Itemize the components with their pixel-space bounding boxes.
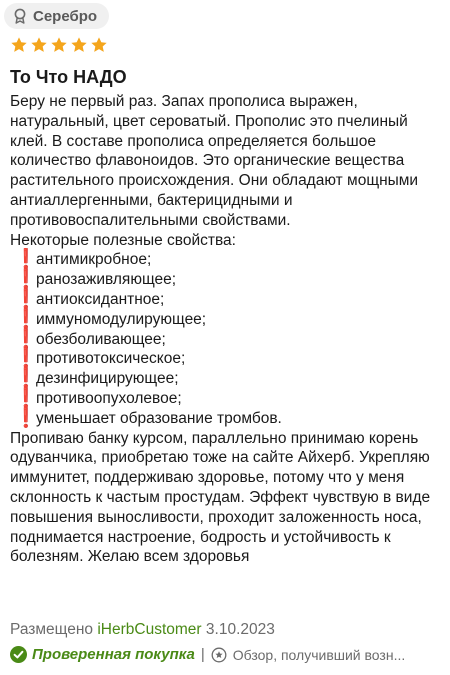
- property-text: противотоксическое;: [36, 350, 186, 368]
- review-intro: Беру не первый раз. Запах прополиса выражен, натуральный, цвет сероватый. Прополис это пчелиный клей. В составе прополиса определяется большое количество флавоноидов. Это органические вещества растительного происхождения. Они обладают мощными антиаллергенными, бактерицидными и противовоспалительными свойствами.: [10, 93, 419, 229]
- property-item: [10, 389, 446, 409]
- exclamation-icon: ❗: [14, 308, 38, 330]
- property-text: иммуномодулирующее;: [36, 310, 207, 328]
- property-text: дезинфицирующее;: [36, 370, 179, 388]
- exclamation-icon: ❗: [14, 348, 38, 370]
- property-item: [10, 369, 446, 389]
- property-text: обезболивающее;: [36, 330, 166, 348]
- properties-list: [10, 250, 446, 428]
- star-icon: [50, 36, 68, 54]
- member-tier-label: Серебро: [33, 7, 98, 25]
- star-rating: [10, 36, 108, 54]
- exclamation-icon: ❗: [14, 368, 38, 390]
- exclamation-icon: ❗: [14, 328, 38, 350]
- check-circle-icon: [10, 646, 27, 663]
- review-outro: Пропиваю банку курсом, параллельно принимаю корень одуванчика, приобретаю тоже на сайте Айхерб. Укрепляю иммунитет, поддерживаю здоровье, потому что у меня склонность к частым простудам. Эффект чувствую в виде повышения выносливости, проходит заложенность носа, поднимается настроение, бодрость и устойчивость к болезням. Желаю всем здоровья: [10, 429, 431, 566]
- footer-separator: |: [200, 646, 205, 663]
- property-item: [10, 310, 446, 330]
- member-tier-badge: [4, 3, 109, 29]
- verified-purchase-label: Проверенная покупка: [32, 646, 195, 663]
- exclamation-icon: ❗: [14, 387, 38, 409]
- property-item: [10, 270, 446, 290]
- reward-review-link[interactable]: Обзор, получивший возн...: [232, 646, 406, 663]
- property-item: [10, 250, 446, 270]
- property-item: [10, 409, 446, 429]
- review-body: [10, 92, 446, 567]
- property-text: противоопухолевое;: [36, 389, 182, 407]
- property-text: антимикробное;: [36, 251, 152, 269]
- posted-prefix: Размещено: [10, 621, 94, 638]
- star-icon: [30, 36, 48, 54]
- review-date: 3.10.2023: [205, 621, 275, 638]
- exclamation-icon: ❗: [14, 269, 38, 291]
- author-link[interactable]: iHerbCustomer: [97, 621, 202, 638]
- property-text: уменьшает образование тромбов.: [36, 409, 282, 427]
- property-item: [10, 330, 446, 350]
- property-text: ранозаживляющее;: [36, 271, 177, 289]
- exclamation-icon: ❗: [14, 249, 38, 271]
- property-item: [10, 290, 446, 310]
- review-title: То Что НАДО: [10, 67, 127, 87]
- exclamation-icon: ❗: [14, 288, 38, 310]
- medal-icon: [13, 8, 27, 24]
- review-meta: [10, 621, 275, 639]
- reward-badge-icon: [211, 647, 227, 663]
- star-icon: [10, 36, 28, 54]
- property-text: антиоксидантное;: [36, 290, 165, 308]
- exclamation-icon: ❗: [14, 407, 38, 429]
- star-icon: [90, 36, 108, 54]
- property-item: [10, 349, 446, 369]
- review-footer: [10, 646, 405, 663]
- star-icon: [70, 36, 88, 54]
- properties-heading: Некоторые полезные свойства:: [10, 231, 236, 249]
